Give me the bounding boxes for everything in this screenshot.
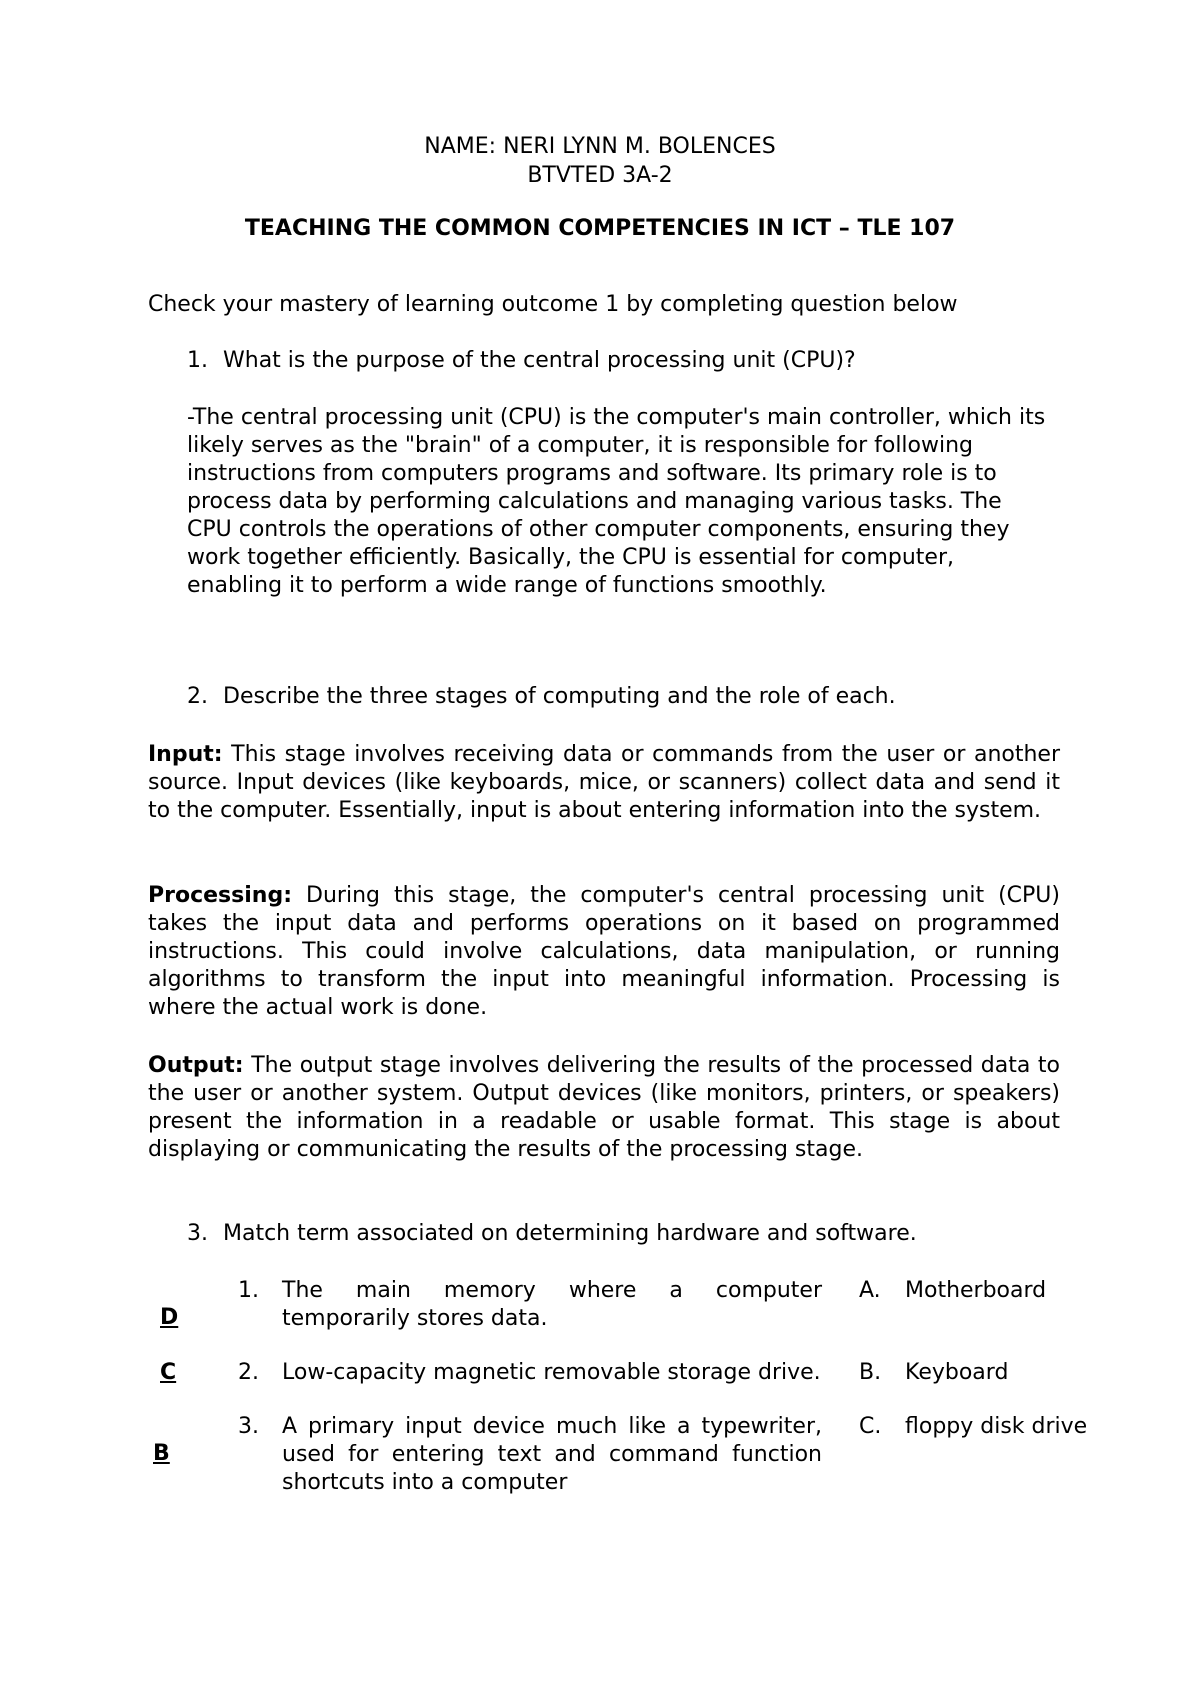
match-item-3-number: 3.	[238, 1414, 259, 1439]
stage-processing-label: Processing:	[148, 883, 292, 908]
question-2-number: 2.	[187, 684, 208, 709]
stage-input	[148, 741, 1060, 825]
student-section: BTVTED 3A-2	[527, 163, 673, 188]
stage-output	[148, 1052, 1060, 1164]
instruction-text: Check your mastery of learning outcome 1 by completing question below	[148, 292, 958, 317]
match-item-1-text: The main memory where a computer temporarily stores data.	[282, 1278, 822, 1331]
match-item-2-number: 2.	[238, 1360, 259, 1385]
document-title: TEACHING THE COMMON COMPETENCIES IN ICT – TLE 107	[244, 216, 956, 241]
match-item-1-number: 1.	[238, 1278, 259, 1303]
match-answer-2: C	[160, 1360, 177, 1385]
question-3-text: Match term associated on determining hardware and software.	[223, 1221, 917, 1246]
stage-output-text: The output stage involves delivering the results of the processed data to the user or another system. Output devices (like monitors, printers, or speakers) present the information in a readable or usable format. This stage is about displaying or communicating the results of the processing stage.	[148, 1053, 1060, 1162]
stage-input-text: This stage involves receiving data or commands from the user or another source. Input devices (like keyboards, mice, or scanners) collect data and send it to the computer. Essentially, input is about entering information into the system.	[148, 742, 1060, 823]
stage-processing	[148, 882, 1060, 1022]
stage-processing-text: During this stage, the computer's central processing unit (CPU) takes the input data and performs operations on it based on programmed instructions. This could involve calculations, data manipulation, or running algorithms to transform the input into meaningful information. Processing is where the actual work is done.	[148, 883, 1060, 1020]
option-c-text: floppy disk drive	[905, 1414, 1088, 1439]
option-b-letter: B.	[859, 1360, 882, 1385]
match-item-2-text: Low-capacity magnetic removable storage drive.	[282, 1360, 821, 1385]
question-1-text: What is the purpose of the central processing unit (CPU)?	[223, 348, 856, 373]
question-2-text: Describe the three stages of computing and the role of each.	[223, 684, 896, 709]
question-1-answer: -The central processing unit (CPU) is the computer's main controller, which its likely serves as the "brain" of a computer, it is responsible for following instructions from computers programs and software. Its primary role is to process data by performing calculations and managing various tasks. The CPU controls the operations of other computer components, ensuring they work together efficiently. Basically, the CPU is essential for computer, enabling it to perform a wide range of functions smoothly.	[187, 405, 1046, 598]
question-1-number: 1.	[187, 348, 208, 373]
stage-output-label: Output:	[148, 1053, 244, 1078]
match-item-3-text: A primary input device much like a typewriter, used for entering text and command function shortcuts into a computer	[282, 1414, 822, 1495]
option-a-text: Motherboard	[905, 1278, 1047, 1303]
option-b-text: Keyboard	[905, 1360, 1009, 1385]
question-3-number: 3.	[187, 1221, 208, 1246]
option-c-letter: C.	[859, 1414, 882, 1439]
match-answer-1: D	[160, 1305, 179, 1330]
stage-input-label: Input:	[148, 742, 223, 767]
option-a-letter: A.	[859, 1278, 881, 1303]
student-name: NAME: NERI LYNN M. BOLENCES	[424, 134, 776, 159]
match-answer-3: B	[153, 1441, 170, 1466]
